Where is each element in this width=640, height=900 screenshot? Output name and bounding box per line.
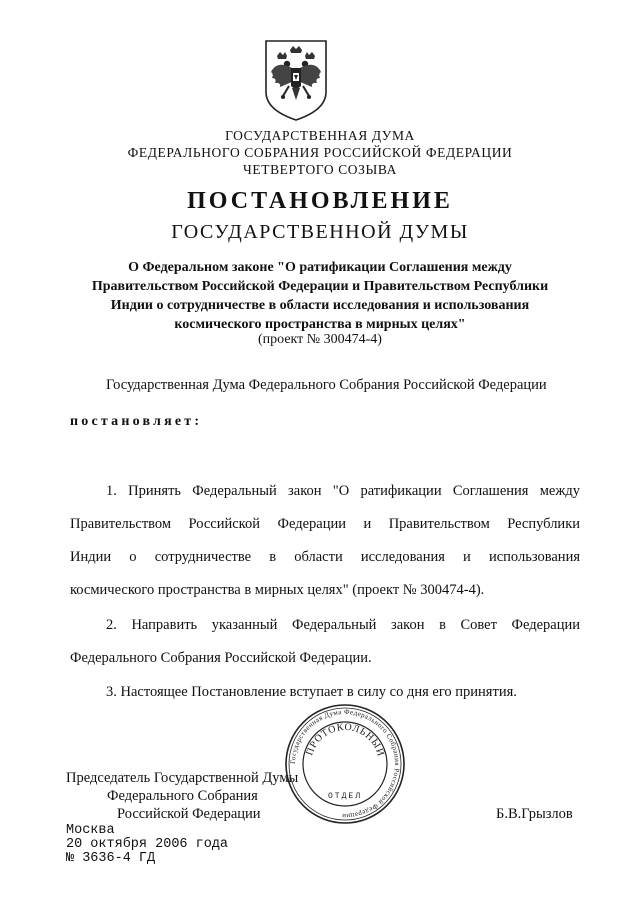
paragraph-1-line-2: Правительством Российской Федерации и Правительством Республики — [70, 516, 580, 532]
signature-title-line-1: Председатель Государственной Думы — [66, 770, 299, 786]
paragraph-2-line-1: 2. Направить указанный Федеральный закон в Совет Федерации — [106, 617, 580, 633]
signature-title-line-3: Российской Федерации — [117, 806, 261, 822]
header-line-duma: ГОСУДАРСТВЕННАЯ ДУМА — [225, 128, 415, 143]
seal-center-text: ОТДЕЛ — [327, 792, 363, 801]
paragraph-2-line-2: Федерального Собрания Российской Федерации. — [70, 650, 372, 666]
protocol-department-seal — [283, 702, 407, 826]
coat-of-arms-icon — [263, 38, 329, 122]
subject-line-1: О Федеральном законе "О ратификации Соглашения между — [128, 260, 512, 275]
project-number: (проект № 300474-4) — [258, 332, 382, 347]
svg-text:ПРОТОКОЛЬНЫЙ — [304, 722, 387, 758]
footer-city: Москва — [66, 823, 115, 838]
footer-number: № 3636-4 ГД — [66, 851, 156, 866]
footer-date: 20 октября 2006 года — [66, 837, 229, 852]
paragraph-3: 3. Настоящее Постановление вступает в силу со дня его принятия. — [106, 684, 517, 700]
subject-line-4: космического пространства в мирных целях" — [174, 317, 466, 332]
document-title: ПОСТАНОВЛЕНИЕ — [187, 188, 453, 214]
seal-outer-text: Государственная Дума Федерального Собрания Российской Федерации — [288, 707, 402, 821]
header-line-assembly: ФЕДЕРАЛЬНОГО СОБРАНИЯ РОССИЙСКОЙ ФЕДЕРАЦИИ — [127, 145, 513, 160]
paragraph-1-line-1: 1. Принять Федеральный закон "О ратификации Соглашения между — [106, 483, 580, 499]
signatory-name: Б.В.Грызлов — [496, 806, 573, 822]
paragraph-1-line-4: космического пространства в мирных целях" (проект № 300474-4). — [70, 582, 485, 598]
subject-line-2: Правительством Российской Федерации и Правительством Республики — [91, 279, 549, 294]
document-subtitle: ГОСУДАРСТВЕННОЙ ДУМЫ — [171, 221, 469, 243]
seal-inner-text: ПРОТОКОЛЬНЫЙ — [304, 721, 387, 759]
header-line-convocation: ЧЕТВЕРТОГО СОЗЫВА — [243, 162, 397, 177]
subject-line-3: Индии о сотрудничестве в области исследования и использования — [110, 298, 530, 313]
paragraph-1-line-3: Индии о сотрудничестве в области исследования и использования — [70, 549, 580, 565]
signature-title-line-2: Федерального Собрания — [107, 788, 258, 804]
intro-text: Государственная Дума Федерального Собрания Российской Федерации — [106, 377, 547, 393]
decides-label: постановляет: — [70, 414, 203, 429]
